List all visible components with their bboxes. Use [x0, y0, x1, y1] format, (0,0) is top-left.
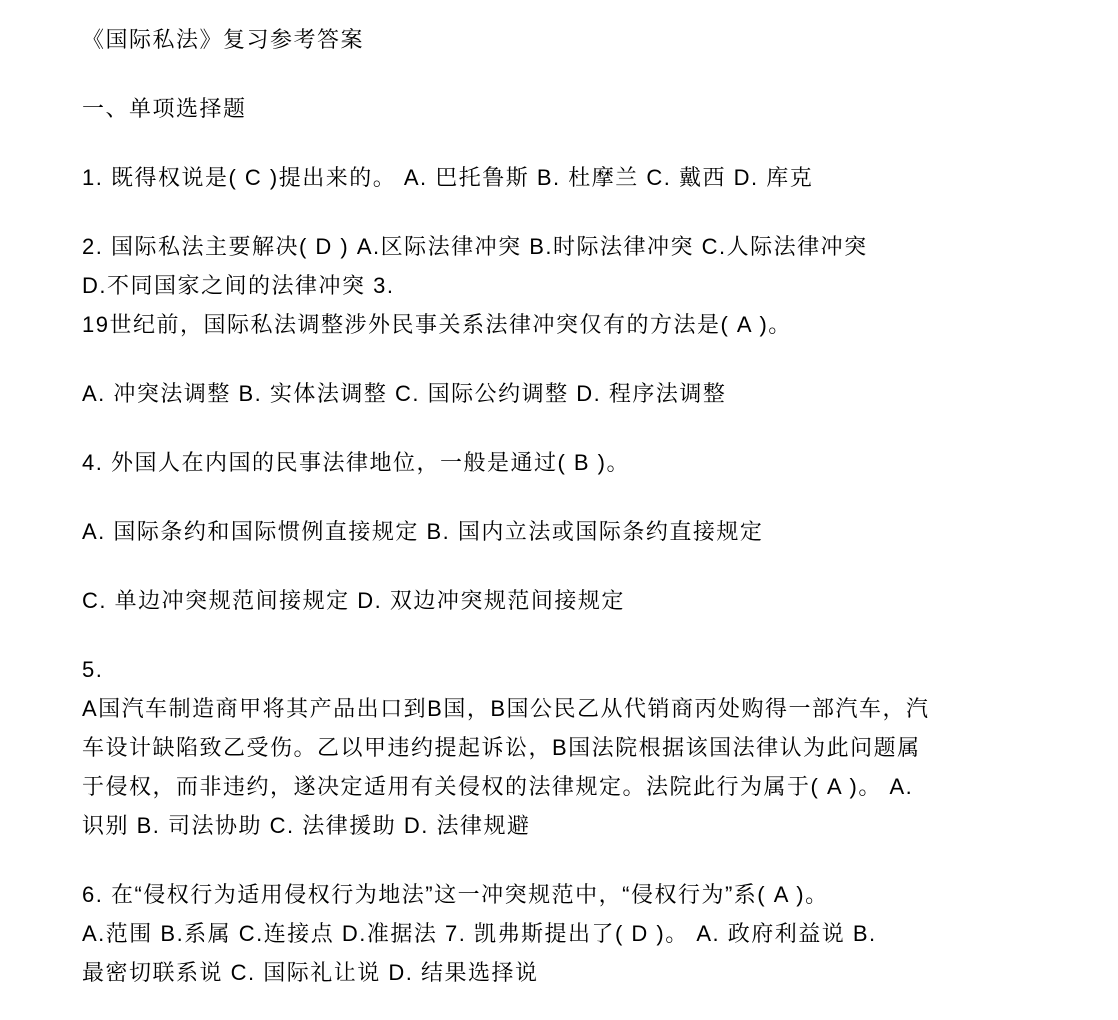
question-4-options-ab-text: A. 国际条约和国际惯例直接规定 B. 国内立法或国际条约直接规定	[82, 519, 764, 544]
question-6-options-and-question-7: A.范围 B.系属 C.连接点 D.准据法 7. 凯弗斯提出了( D )。 A. 政府利益说 B.	[82, 921, 877, 946]
question-3-options	[82, 374, 1092, 413]
question-5-options: 识别 B. 司法协助 C. 法律援助 D. 法律规避	[82, 813, 531, 838]
question-5-body-line-1: A国汽车制造商甲将其产品出口到B国，B国公民乙从代销商丙处购得一部汽车，汽	[82, 696, 930, 721]
question-4	[82, 443, 1092, 482]
question-4-options-cd	[82, 581, 1092, 620]
question-4-options-cd-text: C. 单边冲突规范间接规定 D. 双边冲突规范间接规定	[82, 588, 625, 613]
question-2-text: 2. 国际私法主要解决( D ) A.区际法律冲突 B.时际法律冲突 C.人际法律冲突	[82, 234, 868, 259]
section-heading: 一、单项选择题	[82, 96, 247, 121]
question-3-options-text: A. 冲突法调整 B. 实体法调整 C. 国际公约调整 D. 程序法调整	[82, 381, 727, 406]
question-5-number: 5.	[82, 657, 104, 682]
question-5-body-line-2: 车设计缺陷致乙受伤。乙以甲违约提起诉讼，B国法院根据该国法律认为此问题属	[82, 735, 921, 760]
question-2-and-3	[82, 227, 1092, 344]
question-1	[82, 158, 1092, 197]
document-title: 《国际私法》复习参考答案	[82, 27, 365, 52]
question-2-option-d: D.不同国家之间的法律冲突 3.	[82, 273, 395, 298]
question-3-text: 19世纪前，国际私法调整涉外民事关系法律冲突仅有的方法是( A )。	[82, 312, 792, 337]
question-4-text: 4. 外国人在内国的民事法律地位，一般是通过( B )。	[82, 450, 631, 475]
question-5-body-line-3: 于侵权，而非违约，遂决定适用有关侵权的法律规定。法院此行为属于( A )。 A.	[82, 774, 914, 799]
question-4-options-ab	[82, 512, 1092, 551]
question-7-options: 最密切联系说 C. 国际礼让说 D. 结果选择说	[82, 960, 539, 985]
question-1-text: 1. 既得权说是( C )提出来的。 A. 巴托鲁斯 B. 杜摩兰 C. 戴西 D. 库克	[82, 165, 814, 190]
question-5	[82, 650, 1092, 845]
question-6-text: 6. 在“侵权行为适用侵权行为地法”这一冲突规范中，“侵权行为”系( A )。	[82, 882, 829, 907]
question-6-and-7	[82, 875, 1092, 992]
